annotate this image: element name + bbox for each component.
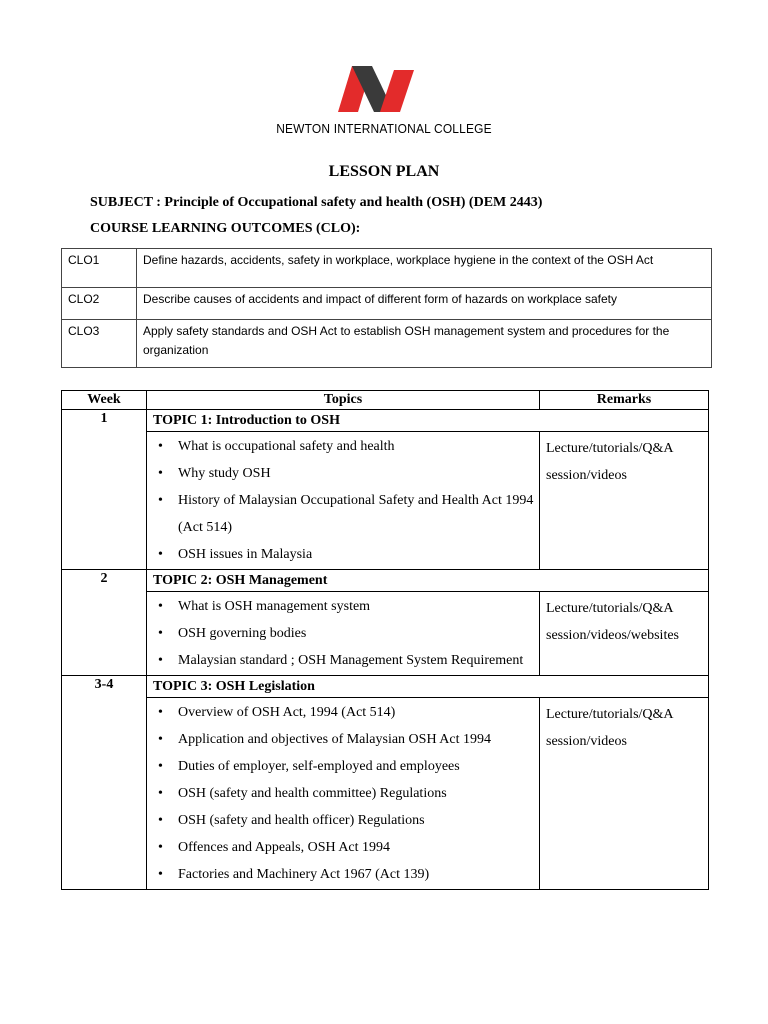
page-title: LESSON PLAN	[328, 163, 440, 180]
list-item: • Why study OSH	[156, 460, 538, 487]
list-item: • What is OSH management system	[156, 593, 538, 620]
college-logo	[338, 66, 414, 112]
topic-content-row	[62, 432, 709, 570]
clo-heading: COURSE LEARNING OUTCOMES (CLO):	[90, 221, 361, 236]
list-item: • Duties of employer, self-employed and employees	[156, 753, 538, 780]
topic-items-cell	[147, 432, 540, 570]
remarks-cell: Lecture/tutorials/Q&A session/videos	[540, 432, 709, 570]
remarks-cell: Lecture/tutorials/Q&A session/videos/websites	[540, 592, 709, 676]
list-item: • OSH (safety and health committee) Regulations	[156, 780, 538, 807]
topic-item-list	[148, 433, 538, 568]
clo-row	[62, 249, 712, 288]
list-item: • Factories and Machinery Act 1967 (Act 139)	[156, 861, 538, 888]
week-number: 2	[62, 570, 147, 676]
list-item: • OSH issues in Malaysia	[156, 541, 538, 568]
clo-text: Describe causes of accidents and impact of different form of hazards on workplace safety	[137, 288, 712, 320]
topic-title: TOPIC 1: Introduction to OSH	[147, 410, 709, 432]
topic-items-cell	[147, 698, 540, 890]
remarks-header: Remarks	[540, 391, 709, 410]
plan-header-row	[62, 391, 709, 410]
topic-title: TOPIC 3: OSH Legislation	[147, 676, 709, 698]
topic-title: TOPIC 2: OSH Management	[147, 570, 709, 592]
week-header: Week	[62, 391, 147, 410]
topics-header: Topics	[147, 391, 540, 410]
logo-right-stroke	[380, 70, 414, 112]
clo-table	[61, 248, 712, 368]
week-number: 1	[62, 410, 147, 570]
clo-code: CLO2	[62, 288, 137, 320]
list-item: • Offences and Appeals, OSH Act 1994	[156, 834, 538, 861]
lesson-plan-table	[61, 390, 709, 890]
list-item: • OSH governing bodies	[156, 620, 538, 647]
remarks-cell: Lecture/tutorials/Q&A session/videos	[540, 698, 709, 890]
clo-code: CLO1	[62, 249, 137, 288]
topic-item-list	[148, 593, 538, 674]
clo-row	[62, 288, 712, 320]
week-number: 3-4	[62, 676, 147, 890]
list-item: • Malaysian standard ; OSH Management System Requirement	[156, 647, 538, 674]
list-item: • Application and objectives of Malaysian OSH Act 1994	[156, 726, 538, 753]
list-item: • OSH (safety and health officer) Regulations	[156, 807, 538, 834]
topic-items-cell	[147, 592, 540, 676]
subject-line: SUBJECT : Principle of Occupational safety and health (OSH) (DEM 2443)	[90, 195, 543, 210]
topic-title-row	[62, 570, 709, 592]
clo-code: CLO3	[62, 320, 137, 368]
topic-title-row	[62, 410, 709, 432]
topic-content-row	[62, 698, 709, 890]
clo-text: Define hazards, accidents, safety in workplace, workplace hygiene in the context of the OSH Act	[137, 249, 712, 288]
topic-content-row	[62, 592, 709, 676]
topic-item-list	[148, 699, 538, 888]
topic-title-row	[62, 676, 709, 698]
clo-row	[62, 320, 712, 368]
list-item: • What is occupational safety and health	[156, 433, 538, 460]
college-name: NEWTON INTERNATIONAL COLLEGE	[276, 121, 492, 136]
list-item: • History of Malaysian Occupational Safety and Health Act 1994 (Act 514)	[156, 487, 538, 541]
list-item: • Overview of OSH Act, 1994 (Act 514)	[156, 699, 538, 726]
clo-text: Apply safety standards and OSH Act to establish OSH management system and procedures for the organization	[137, 320, 712, 368]
